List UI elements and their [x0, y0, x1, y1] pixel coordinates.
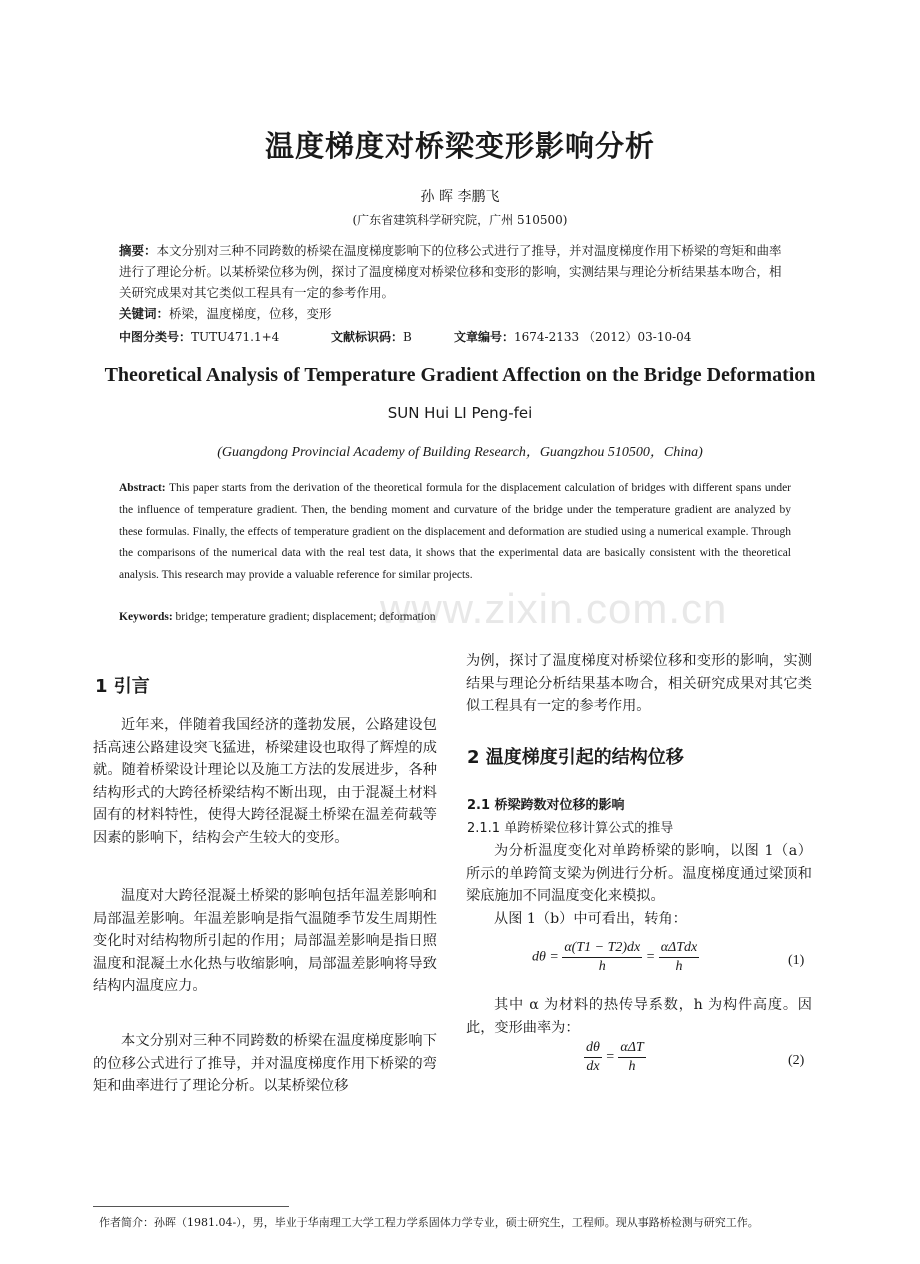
keywords-en-text: bridge; temperature gradient; displacement; deformation: [175, 611, 436, 623]
article-label: 文章编号：: [454, 330, 515, 344]
equation-2-equals: =: [605, 1049, 615, 1065]
equation-1-denominator-1: h: [598, 959, 606, 974]
keywords-en-label: Keywords:: [119, 611, 173, 623]
subsection-2-1-1-heading: 2.1.1 单跨桥梁位移计算公式的推导: [467, 821, 674, 836]
equation-1-numerator-2: αΔTdx: [659, 940, 700, 958]
article-value: 1674-2133 （2012）03-10-04: [514, 330, 692, 344]
equation-1-number: (1): [788, 953, 805, 968]
affiliation-cn: (广东省建筑科学研究院，广州 510500): [352, 213, 568, 227]
doc-value: B: [403, 330, 412, 344]
subsection-2-1-heading: 2.1 桥梁跨数对位移的影响: [467, 798, 625, 813]
footnote: 作者简介：孙晖（1981.04-），男，毕业于华南理工大学工程力学系固体力学专业，硕士研究生，工程师。现从事路桥检测与研究工作。: [99, 1216, 759, 1229]
section2-paragraph-3: 其中 α 为材料的热传导系数，h 为构件高度。因此，变形曲率为：: [466, 997, 812, 1036]
abstract-cn: [119, 240, 791, 324]
doc-label: 文献标识码：: [331, 330, 404, 344]
article-number: [454, 328, 691, 345]
abstract-en-text: This paper starts from the derivation of the theoretical formula for the displacement calculation of bridges with different spans under the influence of temperature gradient. Then, the bending moment and curvature of the bridge under the temperature gradient are analyzed by these formulas. Finally, the effects of temperature gradient on the displacement and deformation are studied using a numerical example. Through the comparisons of the numerical data with the real test data, it shows that the experimental data are basically consistent with the theoretical analysis. This research may provide a valuable reference for similar projects.: [119, 482, 792, 582]
affiliation-en: (Guangdong Provincial Academy of Building Research，Guangzhou 510500，China): [217, 445, 703, 460]
document-code: [331, 328, 412, 345]
section1-paragraph-3: 本文分别对三种不同跨数的桥梁在温度梯度影响下的位移公式进行了推导，并对温度梯度作用下桥梁的弯矩和曲率进行了理论分析。以某桥梁位移: [93, 1033, 437, 1094]
section1-paragraph-3-continued: 为例，探讨了温度梯度对桥梁位移和变形的影响，实测结果与理论分析结果基本吻合，相关研究成果对其它类似工程具有一定的参考作用。: [466, 653, 812, 714]
equation-1-numerator-1: α(T1 − T2)dx: [562, 940, 642, 958]
section2-paragraph-2: 从图 1（b）中可看出，转角：: [494, 911, 687, 927]
section1-heading: 1 引言: [95, 676, 150, 697]
equation-1-equals: =: [645, 949, 656, 965]
section2-heading: 2 温度梯度引起的结构位移: [467, 747, 684, 768]
keywords-cn-text: 桥梁，温度梯度，位移，变形: [169, 306, 332, 321]
clc-number: [119, 328, 279, 345]
keywords-cn-label: 关键词：: [119, 306, 170, 321]
equation-2-numerator-2: αΔT: [618, 1040, 645, 1058]
abstract-cn-label: 摘要：: [119, 243, 157, 258]
page-title-cn: 温度梯度对桥梁变形影响分析: [264, 129, 655, 163]
section1-paragraph-1: 近年来，伴随着我国经济的蓬勃发展，公路建设包括高速公路建设突飞猛进，桥梁建设也取得了辉煌的成就。随着桥梁设计理论以及施工方法的发展进步，各种结构形式的大跨径桥梁结构不断出现，由于混凝土材料固有的材料特性，使得大跨径混凝土桥梁在温差荷载等因素的影响下，结构会产生较大的变形。: [93, 717, 437, 846]
abstract-cn-text: 本文分别对三种不同跨数的桥梁在温度梯度影响下的位移公式进行了推导，并对温度梯度作用下桥梁的弯矩和曲率进行了理论分析。以某桥梁位移为例，探讨了温度梯度对桥梁位移和变形的影响，实测结果与理论分析结果基本吻合，相关研究成果对其它类似工程具有一定的参考作用。: [119, 243, 782, 300]
keywords-en: [119, 611, 791, 623]
equation-2-numerator-1: dθ: [584, 1040, 602, 1058]
clc-label: 中图分类号：: [119, 330, 192, 344]
authors-cn: 孙 晖 李鹏飞: [420, 189, 500, 205]
equation-1-lhs: dθ =: [532, 949, 559, 965]
equation-1: [532, 940, 699, 975]
equation-2-denominator-2: h: [628, 1059, 636, 1074]
equation-2: [584, 1040, 646, 1075]
equation-2-number: (2): [788, 1053, 805, 1068]
equation-2-denominator-1: dx: [586, 1059, 600, 1074]
watermark: www.zixin.com.cn: [380, 585, 728, 632]
authors-en: SUN Hui LI Peng-fei: [387, 404, 533, 422]
page-title-en: Theoretical Analysis of Temperature Gradient Affection on the Bridge Deformation: [104, 364, 816, 386]
equation-1-denominator-2: h: [675, 959, 683, 974]
footnote-rule: [93, 1206, 289, 1207]
section1-paragraph-2: 温度对大跨径混凝土桥梁的影响包括年温差影响和局部温差影响。年温差影响是指气温随季节发生周期性变化时对结构物所引起的作用；局部温差影响是指日照温度和混凝土水化热与收缩影响，局部温差影响将导致结构内温度应力。: [93, 888, 437, 994]
clc-value: TUTU471.1+4: [191, 330, 280, 344]
section2-paragraph-1: 为分析温度变化对单跨桥梁的影响，以图 1（a）所示的单跨简支梁为例进行分析。温度梯度通过梁顶和梁底施加不同温度变化来模拟。: [466, 843, 812, 904]
abstract-en: [119, 478, 791, 587]
abstract-en-label: Abstract:: [119, 482, 166, 494]
